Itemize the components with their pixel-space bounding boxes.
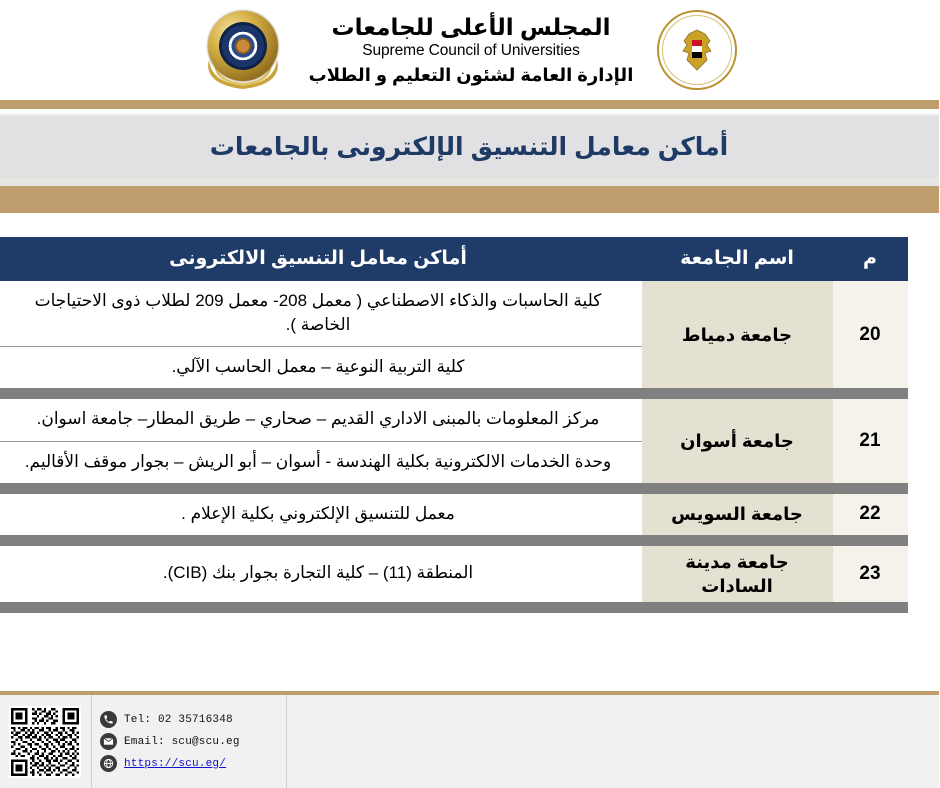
contact-phone-row [101,711,281,728]
cell-number: 21 [834,399,909,482]
eagle-emblem-icon [678,27,718,73]
spacer-below-title [0,178,940,186]
page-title: أماكن معامل التنسيق الإلكترونى بالجامعات [210,133,730,161]
envelope-icon [101,733,118,750]
table-head [0,237,909,281]
column-header-university: اسم الجامعة [643,237,834,281]
spacer-above-table [0,213,940,237]
gold-divider-middle [0,186,940,213]
labs-table-container [25,237,909,613]
gold-divider-top [0,100,940,109]
location-entry: وحدة الخدمات الالكترونية بكلية الهندسة - أسوان – أبو الريش – بجوار موقف الأقاليم. [0,441,643,483]
location-entry: كلية التربية النوعية – معمل الحاسب الآلي. [0,346,643,388]
table-row [0,494,909,535]
email-address: Email: scu@scu.eg [125,735,241,748]
organization-name-english: Supreme Council of Universities [363,41,581,59]
cell-locations [0,546,643,603]
table-body [0,281,909,613]
header-title-block [306,14,639,87]
row-separator [0,535,909,546]
cell-number: 22 [834,494,909,535]
supreme-council-of-universities-emblem-icon [200,6,288,94]
row-separator-bottom [0,602,909,613]
table-row [0,281,909,388]
cell-university: جامعة دمياط [643,281,834,388]
labs-table [0,237,909,613]
phone-icon [101,711,118,728]
page-header [0,0,940,100]
footer-empty-area [288,695,940,788]
phone-number: Tel: 02 35716348 [125,713,234,726]
cell-number: 23 [834,546,909,603]
location-entry: معمل للتنسيق الإلكتروني بكلية الإعلام . [182,503,456,523]
ministry-of-higher-education-emblem-icon [656,8,740,92]
website-link[interactable]: https://scu.eg/ [125,757,228,770]
cell-number: 20 [834,281,909,388]
qr-code-icon [12,708,80,776]
location-entry: كلية الحاسبات والذكاء الاصطناعي ( معمل 208- معمل 209 لطلاب ذوى الاحتياجات الخاصة ). [35,291,603,335]
column-header-number: م [834,237,909,281]
location-entry: المنطقة (11) – كلية التجارة بجوار بنك (CIB). [163,563,475,583]
row-separator [0,388,909,399]
globe-icon [101,755,118,772]
qr-code [10,706,82,778]
qr-code-container [0,695,92,788]
cell-locations [0,399,643,482]
page-title-band [0,114,940,178]
table-row [0,399,909,482]
cell-university: جامعة أسوان [643,399,834,482]
contact-website-row [101,755,281,772]
location-entry: مركز المعلومات بالمبنى الاداري القديم – صحاري – طريق المطار– جامعة اسوان. [37,409,601,429]
column-header-locations: أماكن معامل التنسيق الالكترونى [0,237,643,281]
contact-email-row [101,733,281,750]
cell-university: جامعة مدينة السادات [643,546,834,603]
organization-name-arabic: المجلس الأعلى للجامعات [332,13,612,40]
department-name-arabic: الإدارة العامة لشئون التعليم و الطلاب [309,65,635,86]
cell-locations [0,281,643,388]
table-row [0,546,909,603]
table-header-row [0,237,909,281]
page-footer [0,691,940,788]
cell-university: جامعة السويس [643,494,834,535]
contact-info-block [92,695,288,788]
row-separator [0,483,909,494]
cell-locations [0,494,643,535]
